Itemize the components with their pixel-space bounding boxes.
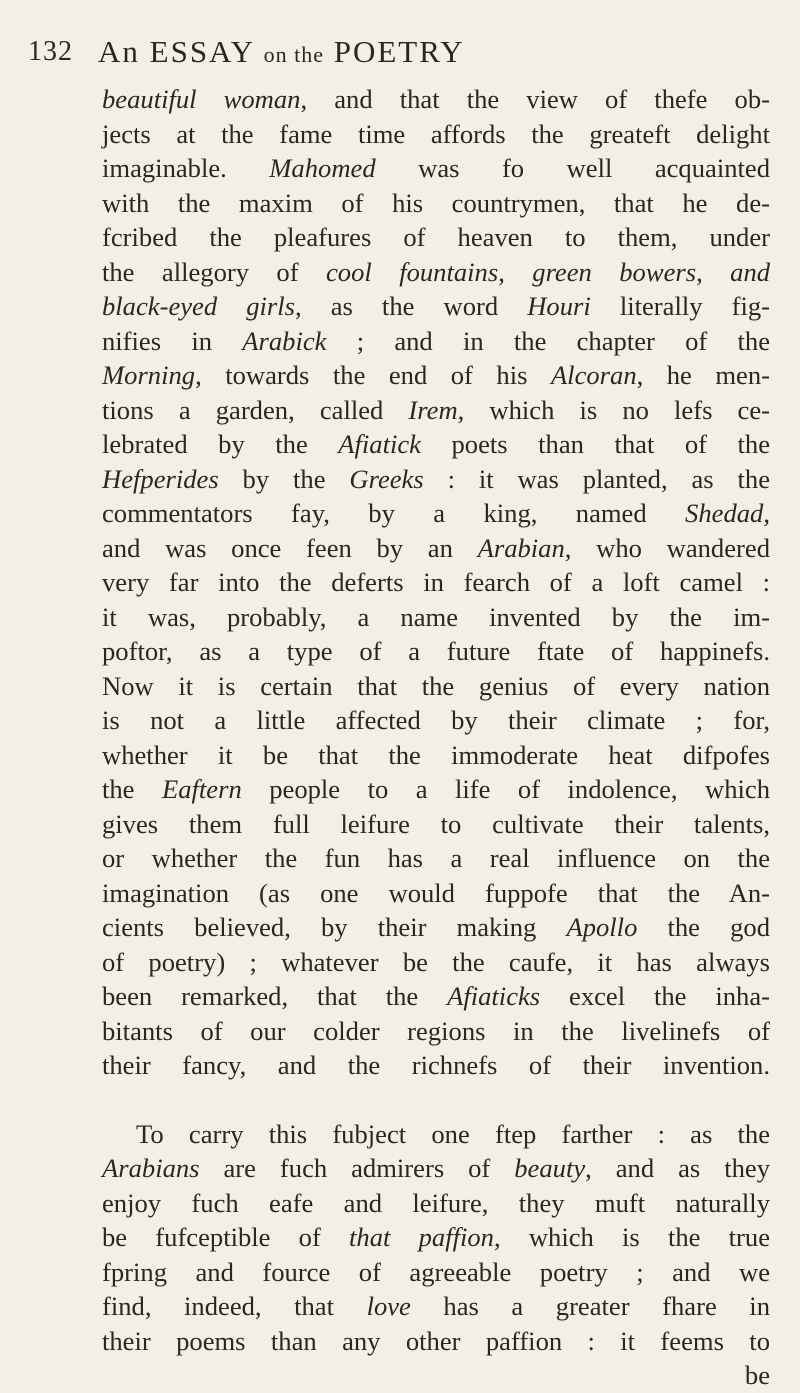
text-segment: whether it be that the immoderate heat difpofes	[102, 739, 770, 770]
paragraph-2	[102, 1117, 770, 1359]
italic-text: love	[366, 1291, 411, 1321]
italic-text: Afiatick	[338, 429, 421, 459]
text-line	[102, 496, 770, 531]
text-segment: the	[102, 774, 162, 804]
italic-text: green bowers	[532, 256, 697, 287]
text-line	[102, 945, 770, 980]
text-line	[102, 979, 770, 1014]
italic-text: Greeks	[349, 463, 424, 494]
text-line	[102, 669, 770, 704]
text-line	[102, 531, 770, 566]
text-segment: the allegory of	[102, 256, 326, 287]
text-segment: and was once feen by an	[102, 532, 478, 563]
italic-text: beautiful woman	[102, 84, 301, 114]
text-line	[102, 703, 770, 738]
text-segment: : it was planted, as the	[423, 463, 770, 494]
text-segment: ; and in the chapter of the	[326, 325, 770, 356]
text-segment: has a greater fhare in	[410, 1291, 770, 1321]
text-line	[102, 910, 770, 945]
text-line	[102, 220, 770, 255]
text-line	[102, 1220, 770, 1255]
italic-text: Apollo	[566, 912, 638, 942]
text-segment: been remarked, that the	[102, 981, 448, 1011]
text-line	[102, 1048, 770, 1083]
text-line	[102, 324, 770, 359]
text-line	[102, 1255, 770, 1290]
text-segment: literally fig-	[590, 291, 770, 321]
text-segment: people to a life of indolence, which	[241, 774, 770, 804]
running-head	[98, 34, 465, 70]
text-segment: lebrated by the	[102, 429, 339, 459]
text-segment: , and as they	[585, 1153, 771, 1183]
text-segment: find, indeed, that	[102, 1291, 367, 1321]
text-line	[102, 1186, 770, 1221]
text-segment: , which is no lefs ce-	[457, 394, 770, 425]
text-segment: , he men-	[636, 360, 770, 390]
text-segment: nifies in	[102, 325, 243, 356]
italic-text: Arabian	[477, 532, 565, 563]
italic-text: Morning	[102, 360, 196, 390]
italic-text: Afiaticks	[447, 981, 541, 1011]
italic-text: black-eyed girls	[102, 291, 295, 321]
text-segment: with the maxim of his countrymen, that he de-	[102, 187, 770, 218]
text-segment: , which is the true	[493, 1222, 771, 1252]
text-segment: very far into the deferts in fearch of a loft camel :	[102, 567, 770, 597]
italic-text: Houri	[527, 291, 591, 321]
text-line	[102, 565, 770, 600]
text-line	[102, 358, 770, 393]
text-line	[102, 1324, 770, 1359]
text-segment: , and that the view of thefe ob-	[300, 84, 770, 114]
italic-text: cool fountains	[326, 256, 499, 287]
text-segment: it was, probably, a name invented by the im-	[102, 601, 770, 632]
text-segment: imaginable.	[102, 153, 270, 183]
running-head-essay: ESSAY	[149, 34, 254, 69]
text-line	[102, 634, 770, 669]
text-line	[102, 772, 770, 807]
italic-text: Shedad	[685, 498, 764, 528]
text-segment: their poems than any other paffion : it feems to	[102, 1325, 770, 1356]
italic-text: Irem	[408, 394, 458, 425]
text-segment: To carry this fubject one ftep farther : as the	[136, 1118, 770, 1149]
text-segment: ,	[498, 256, 533, 287]
text-line	[102, 255, 770, 290]
text-segment: gives them full leifure to cultivate their talents,	[102, 808, 770, 839]
text-line	[102, 1151, 770, 1186]
text-segment: jects at the fame time affords the greateft delight	[102, 118, 770, 149]
text-segment: imagination (as one would fuppofe that the An-	[102, 877, 770, 908]
text-line	[102, 807, 770, 842]
paragraph-1	[102, 82, 770, 1083]
text-line	[102, 186, 770, 221]
text-segment: poftor, as a type of a future ftate of happinefs.	[102, 636, 770, 666]
page-number: 132	[28, 36, 73, 67]
text-segment: by the	[218, 463, 350, 494]
italic-text: Arabick	[242, 325, 327, 356]
text-segment: , who wandered	[564, 532, 770, 563]
italic-text: Alcoran	[550, 360, 637, 390]
text-line	[102, 841, 770, 876]
text-segment: are fuch admirers of	[199, 1153, 515, 1183]
text-line	[102, 151, 770, 186]
text-line	[102, 289, 770, 324]
running-head-on-the: on the	[263, 42, 324, 67]
text-line	[102, 393, 770, 428]
text-segment: ,	[763, 498, 770, 528]
body-text	[102, 82, 770, 1393]
text-line	[102, 738, 770, 773]
text-segment: was fo well acquainted	[375, 153, 770, 183]
italic-text: Mahomed	[269, 153, 376, 183]
text-segment: , as the word	[295, 291, 528, 321]
text-line	[102, 1289, 770, 1324]
text-line	[102, 876, 770, 911]
text-segment: cients believed, by their making	[102, 912, 567, 942]
text-line	[102, 82, 770, 117]
running-head-poetry: POETRY	[333, 34, 465, 69]
text-line	[102, 117, 770, 152]
text-line	[102, 600, 770, 635]
italic-text: and	[730, 256, 771, 287]
running-head-an: An	[98, 34, 140, 69]
text-segment: is not a little affected by their climate ; for,	[102, 705, 770, 735]
text-segment: or whether the fun has a real influence on the	[102, 843, 770, 873]
text-segment: fpring and fource of agreeable poetry ; and we	[102, 1256, 770, 1287]
italic-text: beauty	[514, 1153, 586, 1183]
text-segment: commentators fay, by a king, named	[102, 498, 686, 528]
text-segment: poets than that of the	[420, 429, 771, 459]
text-segment: , towards the end of his	[195, 360, 551, 390]
text-segment: bitants of our colder regions in the livelinefs of	[102, 1015, 770, 1046]
italic-text: Eaftern	[161, 774, 242, 804]
paragraph-gap	[102, 1083, 770, 1117]
text-segment: enjoy fuch eafe and leifure, they muft naturally	[102, 1187, 770, 1218]
text-segment: fcribed the pleafures of heaven to them, under	[102, 222, 770, 252]
text-line	[102, 1014, 770, 1049]
text-segment: their fancy, and the richnefs of their invention.	[102, 1050, 770, 1080]
italic-text: that paffion	[349, 1222, 494, 1252]
text-segment: tions a garden, called	[102, 394, 409, 425]
italic-text: Arabians	[102, 1153, 200, 1183]
text-segment: ,	[696, 256, 731, 287]
catchword: be	[744, 1360, 770, 1390]
text-segment: the god	[637, 912, 770, 942]
text-segment: of poetry) ; whatever be the caufe, it has always	[102, 946, 770, 977]
page-header	[28, 36, 776, 86]
text-segment: Now it is certain that the genius of every nation	[102, 670, 770, 701]
text-segment: excel the inha-	[540, 981, 770, 1011]
text-line	[102, 462, 770, 497]
text-line	[102, 427, 770, 462]
italic-text: Hefperides	[102, 463, 219, 494]
text-segment: be fufceptible of	[102, 1222, 350, 1252]
text-line	[102, 1117, 770, 1152]
